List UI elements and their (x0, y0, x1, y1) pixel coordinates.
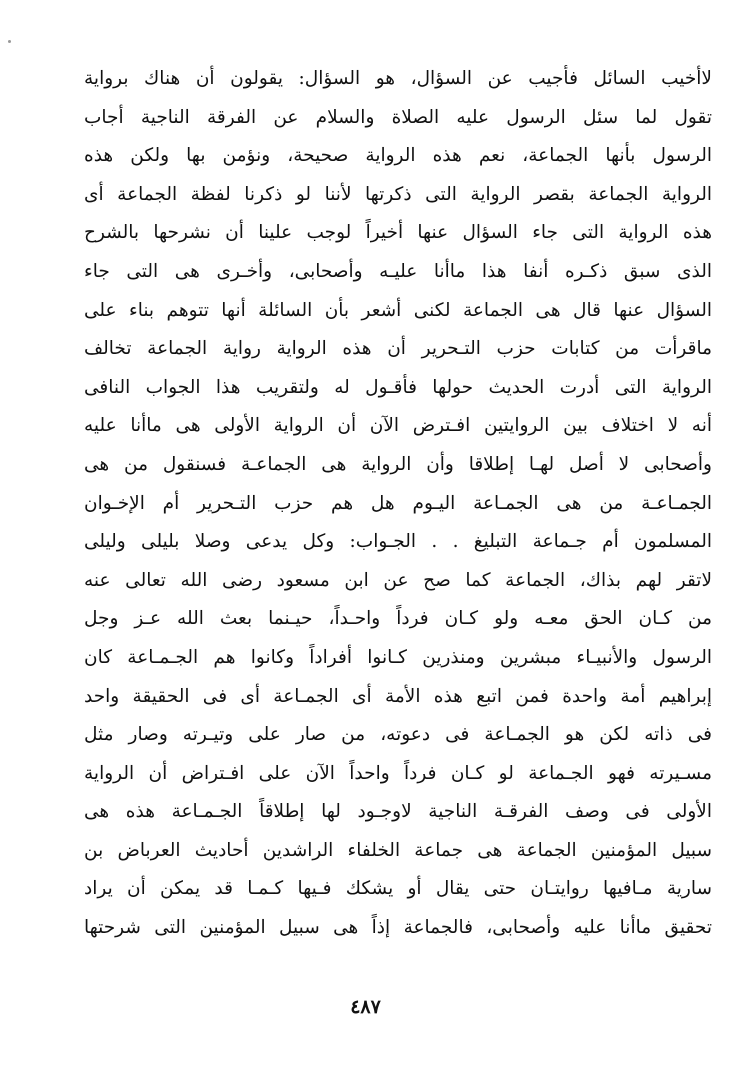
text-line: تحقيق ماأنا عليه وأصحابى، فالجماعة إذاً هى سبيل المؤمنين التى شرحتها (84, 917, 712, 939)
text-line: لاتقر لهم بذاك، الجماعة كما صح عن ابن مسعود رضى الله تعالى عنه (84, 569, 712, 591)
text-line: إبراهيم أمة واحدة فمن اتبع هذه الأمة أى الجمـاعة أى فى الحقيقة واحد (84, 685, 712, 707)
text-line: هذه الرواية التى جاء السؤال عنها أخيراً لوجب علينا أن نشرحها بالشرح (84, 222, 712, 244)
page-number: ٤٨٧ (350, 996, 381, 1018)
text-line: الأولى فى وصف الفرقـة الناجية لاوجـود لها إطلاقاً الجـمـاعة هذه هى (84, 801, 712, 823)
text-line: الرواية الجماعة بقصر الرواية التى ذكرتها لأننا لو ذكرنا لفظة الجماعة أى (84, 183, 712, 205)
scan-speck (8, 40, 11, 43)
text-line: وأصحابى لا أصل لهـا إطلاقا وأن الرواية هى الجماعـة فسنقول من هى (84, 453, 712, 475)
text-line: سبيل المؤمنين الجماعة هى جماعة الخلفاء الراشدين أحاديث العرباض بن (84, 839, 712, 861)
text-line: الجمـاعـة من هى الجمـاعة اليـوم هل هم حزب التـحرير أم الإخـوان (84, 492, 712, 514)
text-line: السؤال عنها قال هى الجماعة لكنى أشعر بأن السائلة أنها تتوهم بناء على (84, 299, 712, 321)
text-line: أنه لا اختلاف بين الروايتين افـترض الآن أن الرواية الأولى هى ماأنا عليه (84, 415, 712, 437)
body-text (84, 60, 712, 948)
text-line: الرسول بأنها الجماعة، نعم هذه الرواية صحيحة، ونؤمن بها ولكن هذه (84, 145, 712, 167)
text-line: سارية مـافيها روايتـان حتى يقال أو يشكك فـيها كـمـا قد يمكن أن يراد (84, 878, 712, 900)
text-line: الرسول والأنبيـاء مبشرين ومنذرين كـانوا أفراداً وكانوا هم الجـمـاعة كان (84, 646, 712, 668)
text-line: تقول لما سئل الرسول عليه الصلاة والسلام عن الفرقة الناجية أجاب (84, 106, 712, 128)
text-line: من كـان الحق معـه ولو كـان فرداً واحـداً، حيـنما بعث الله عـز وجل (84, 608, 712, 630)
text-line: لاأخيب السائل فأجيب عن السؤال، هو السؤال: يقولون أن هناك برواية (84, 68, 712, 89)
text-line: الذى سبق ذكـره أنفا هذا ماأنا عليـه وأصحابى، وأخـرى هى التى جاء (84, 260, 712, 282)
text-line: فى ذاته لكن هو الجمـاعة فى دعوته، من صار على وتيـرته وصار مثل (84, 724, 712, 746)
text-line: ماقرأت من كتابات حزب التـحرير أن هذه الرواية رواية الجماعة تخالف (84, 338, 712, 360)
text-line: مسـيرته فهو الجـماعة لو كـان فرداً واحداً الآن على افـتراض أن الرواية (84, 762, 712, 784)
text-line: الرواية التى أدرت الحديث حولها فأقـول له ولتقريب هذا الجواب النافى (84, 376, 712, 398)
text-line: المسلمون أم جـماعة التبليغ . . الجـواب: وكل يدعى وصلا بليلى وليلى (84, 531, 712, 553)
